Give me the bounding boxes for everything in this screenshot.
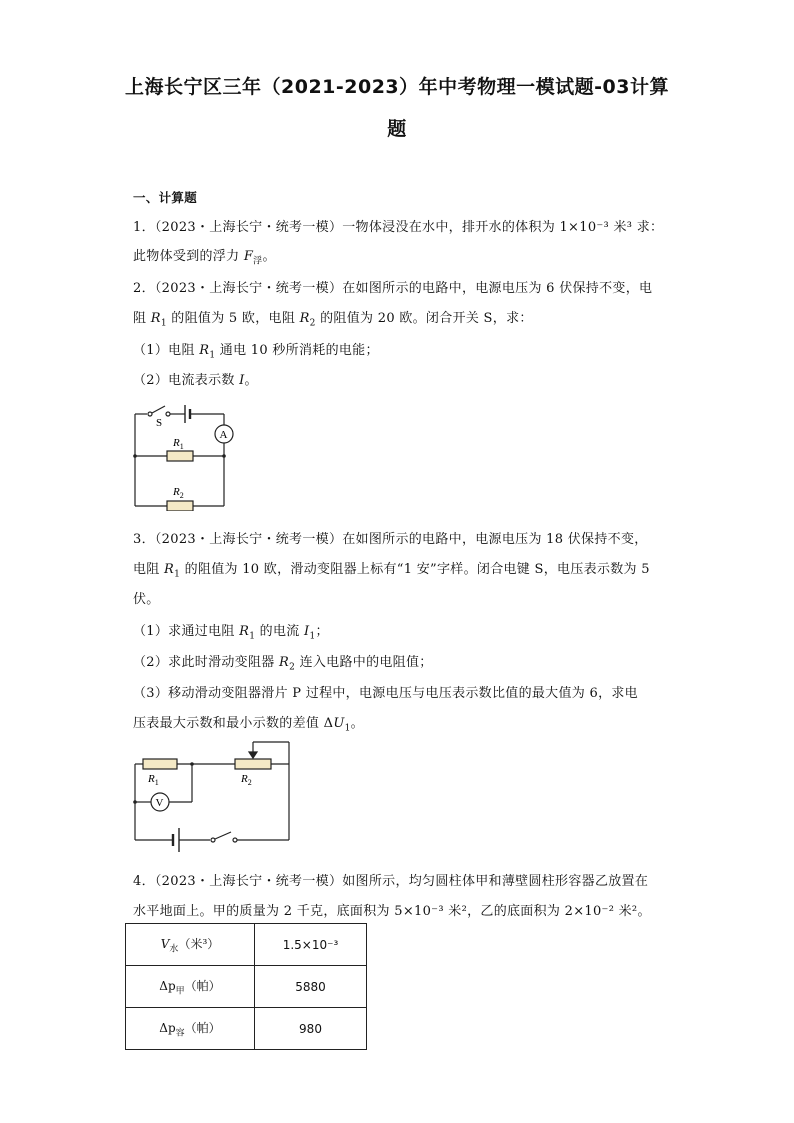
voltmeter-label: V xyxy=(155,797,164,809)
q3-sub2: （2）求此时滑动变阻器 $R_2$ 连入电路中的电阻值； xyxy=(133,655,433,673)
table-row xyxy=(126,966,367,1008)
q4-line1: 4．（2023・上海长宁・统考一模）如图所示，均匀圆柱体甲和薄壁圆柱形容器乙放置在 xyxy=(133,874,649,889)
table-cell-label: $\Delta p_甲$（帕） xyxy=(126,966,255,1008)
q2-line2: 阻 $R_1$ 的阻值为 5 欧，电阻 $R_2$ 的阻值为 20 欧。闭合开关 S，求： xyxy=(133,311,533,329)
r2-label: $R_2$ xyxy=(241,773,252,787)
table-row xyxy=(126,924,367,966)
section-heading: 一、计算题 xyxy=(133,190,198,205)
table-cell-label: $V_水$（米³） xyxy=(126,924,255,966)
table-cell-value: 980 xyxy=(255,1008,367,1050)
q2-sub2: （2）电流表示数 I。 xyxy=(133,373,258,388)
q3-line1: 3．（2023・上海长宁・统考一模）在如图所示的电路中，电源电压为 18 伏保持不变， xyxy=(133,532,648,547)
ammeter-label: A xyxy=(219,429,228,441)
r1-label: $R_1$ xyxy=(173,437,184,451)
table-cell-value: 1.5×10⁻³ xyxy=(255,924,367,966)
q3-circuit-diagram xyxy=(125,740,305,858)
q2-line1: 2．（2023・上海长宁・统考一模）在如图所示的电路中，电源电压为 6 伏保持不变，电 xyxy=(133,281,653,296)
table-row xyxy=(126,1008,367,1050)
q1-line2: 此物体受到的浮力 $F_浮$。 xyxy=(133,249,276,267)
q3-sub3-line1: （3）移动滑动变阻器滑片 P 过程中，电源电压与电压表示数比值的最大值为 6，求电 xyxy=(133,686,638,701)
q2-sub1: （1）电阻 $R_1$ 通电 10 秒所消耗的电能； xyxy=(133,343,379,361)
r2-label: $R_2$ xyxy=(173,486,184,500)
q2-circuit-diagram xyxy=(125,396,245,511)
q3-sub3-line2: 压表最大示数和最小示数的差值 $\Delta U_1$。 xyxy=(133,716,364,734)
switch-label: S xyxy=(156,417,163,429)
table-cell-value: 5880 xyxy=(255,966,367,1008)
r1-label: $R_1$ xyxy=(148,773,159,787)
q4-line2: 水平地面上。甲的质量为 2 千克，底面积为 5×10⁻³ 米²，乙的底面积为 2×10⁻² 米²。 xyxy=(133,904,651,919)
page-title-line2: 题 xyxy=(387,118,407,140)
page-title-line1: 上海长宁区三年（2021-2023）年中考物理一模试题-03计算 xyxy=(125,76,669,98)
table-cell-label: $\Delta p_容$（帕） xyxy=(126,1008,255,1050)
q3-line2: 电阻 $R_1$ 的阻值为 10 欧，滑动变阻器上标有“1 安”字样。闭合电键 S，电压表示数为 5 xyxy=(133,562,650,580)
q3-sub1: （1）求通过电阻 $R_1$ 的电流 $I_1$； xyxy=(133,624,329,642)
q3-line3: 伏。 xyxy=(133,592,160,607)
q1-line1: 1．（2023・上海长宁・统考一模）一物体浸没在水中，排开水的体积为 1×10⁻³ 米³ 求： xyxy=(133,220,664,235)
q4-data-table xyxy=(125,923,367,1050)
